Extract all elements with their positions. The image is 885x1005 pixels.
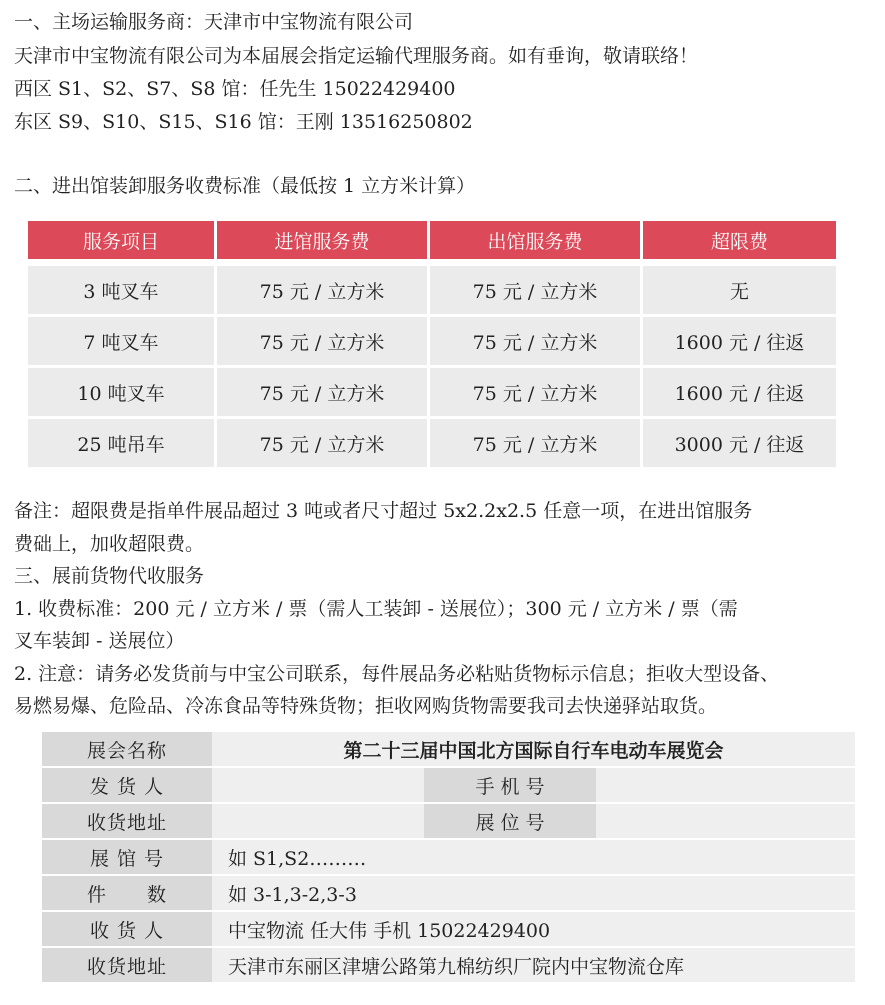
west-contact: 西区 S1、S2、S7、S8 馆：任先生 15022429400: [14, 78, 456, 100]
booth-label: 展 位 号: [424, 804, 596, 838]
form-row-warehouse: [42, 948, 855, 982]
table-cell: 无: [643, 266, 836, 314]
fee-standard-line-1: 1. 收费标准：200 元 / 立方米 / 票（需人工装卸 - 送展位）；300 元 / 立方米 / 票（需: [14, 598, 738, 620]
recv-address-label: 收货地址: [42, 804, 212, 838]
receiver-value: 中宝物流 任大伟 手机 15022429400: [212, 912, 855, 946]
recv-address-field[interactable]: [212, 804, 424, 838]
fee-table: [25, 218, 839, 470]
section3-heading: 三、展前货物代收服务: [14, 565, 205, 587]
col-header-overlimit: 超限费: [643, 221, 836, 259]
pieces-value: 如 3-1,3-2,3-3: [212, 876, 855, 910]
hall-label: 展 馆 号: [42, 840, 212, 874]
table-cell: 75 元 / 立方米: [217, 317, 427, 365]
form-row-exhibition: [42, 732, 855, 766]
warehouse-address-value: 天津市东丽区津塘公路第九棉纺织厂院内中宝物流仓库: [212, 948, 855, 982]
exhibition-name: 第二十三届中国北方国际自行车电动车展览会: [212, 732, 855, 766]
table-cell: 25 吨吊车: [28, 419, 214, 467]
col-header-service: 服务项目: [28, 221, 214, 259]
warehouse-address-label: 收货地址: [42, 948, 212, 982]
table-cell: 75 元 / 立方米: [430, 419, 640, 467]
fee-standard-line-2: 叉车装卸 - 送展位）: [14, 630, 185, 652]
phone-field[interactable]: [596, 768, 855, 802]
form-row-hall: [42, 840, 855, 874]
col-header-in-fee: 进馆服务费: [217, 221, 427, 259]
booth-field[interactable]: [596, 804, 855, 838]
table-row: [28, 266, 836, 314]
table-cell: 75 元 / 立方米: [217, 266, 427, 314]
phone-label: 手 机 号: [424, 768, 596, 802]
form-row-pieces: [42, 876, 855, 910]
form-row-sender: [42, 768, 855, 802]
table-cell: 75 元 / 立方米: [430, 317, 640, 365]
table-cell: 1600 元 / 往返: [643, 317, 836, 365]
table-cell: 7 吨叉车: [28, 317, 214, 365]
east-contact: 东区 S9、S10、S15、S16 馆：王刚 13516250802: [14, 111, 473, 133]
note-line-2: 费础上，加收超限费。: [14, 533, 205, 555]
receiver-label: 收 货 人: [42, 912, 212, 946]
table-row: [28, 317, 836, 365]
note-line-1: 备注：超限费是指单件展品超过 3 吨或者尺寸超过 5x2.2x2.5 任意一项，在进出馆服务: [14, 500, 753, 522]
sender-label: 发 货 人: [42, 768, 212, 802]
table-cell: 75 元 / 立方米: [430, 266, 640, 314]
section1-heading: 一、主场运输服务商：天津市中宝物流有限公司: [14, 11, 414, 33]
section2-heading: 二、进出馆装卸服务收费标准（最低按 1 立方米计算）: [14, 175, 476, 197]
table-cell: 3000 元 / 往返: [643, 419, 836, 467]
shipping-form: [42, 730, 855, 984]
table-row: [28, 419, 836, 467]
fee-table-header: [28, 221, 836, 259]
table-cell: 3 吨叉车: [28, 266, 214, 314]
table-cell: 1600 元 / 往返: [643, 368, 836, 416]
notice-line-1: 2. 注意：请务必发货前与中宝公司联系，每件展品务必粘贴货物标示信息；拒收大型设备、: [14, 663, 780, 685]
sender-field[interactable]: [212, 768, 424, 802]
table-cell: 10 吨叉车: [28, 368, 214, 416]
table-cell: 75 元 / 立方米: [430, 368, 640, 416]
notice-line-2: 易燃易爆、危险品、冷冻食品等特殊货物；拒收网购货物需要我司去快递驿站取货。: [14, 695, 718, 717]
table-cell: 75 元 / 立方米: [217, 419, 427, 467]
form-row-receiver: [42, 912, 855, 946]
table-row: [28, 368, 836, 416]
col-header-out-fee: 出馆服务费: [430, 221, 640, 259]
pieces-label: 件 数: [42, 876, 212, 910]
exhibition-label: 展会名称: [42, 732, 212, 766]
section1-intro: 天津市中宝物流有限公司为本届展会指定运输代理服务商。如有垂询，敬请联络！: [14, 45, 699, 67]
table-cell: 75 元 / 立方米: [217, 368, 427, 416]
form-row-address: [42, 804, 855, 838]
hall-value: 如 S1,S2………: [212, 840, 855, 874]
